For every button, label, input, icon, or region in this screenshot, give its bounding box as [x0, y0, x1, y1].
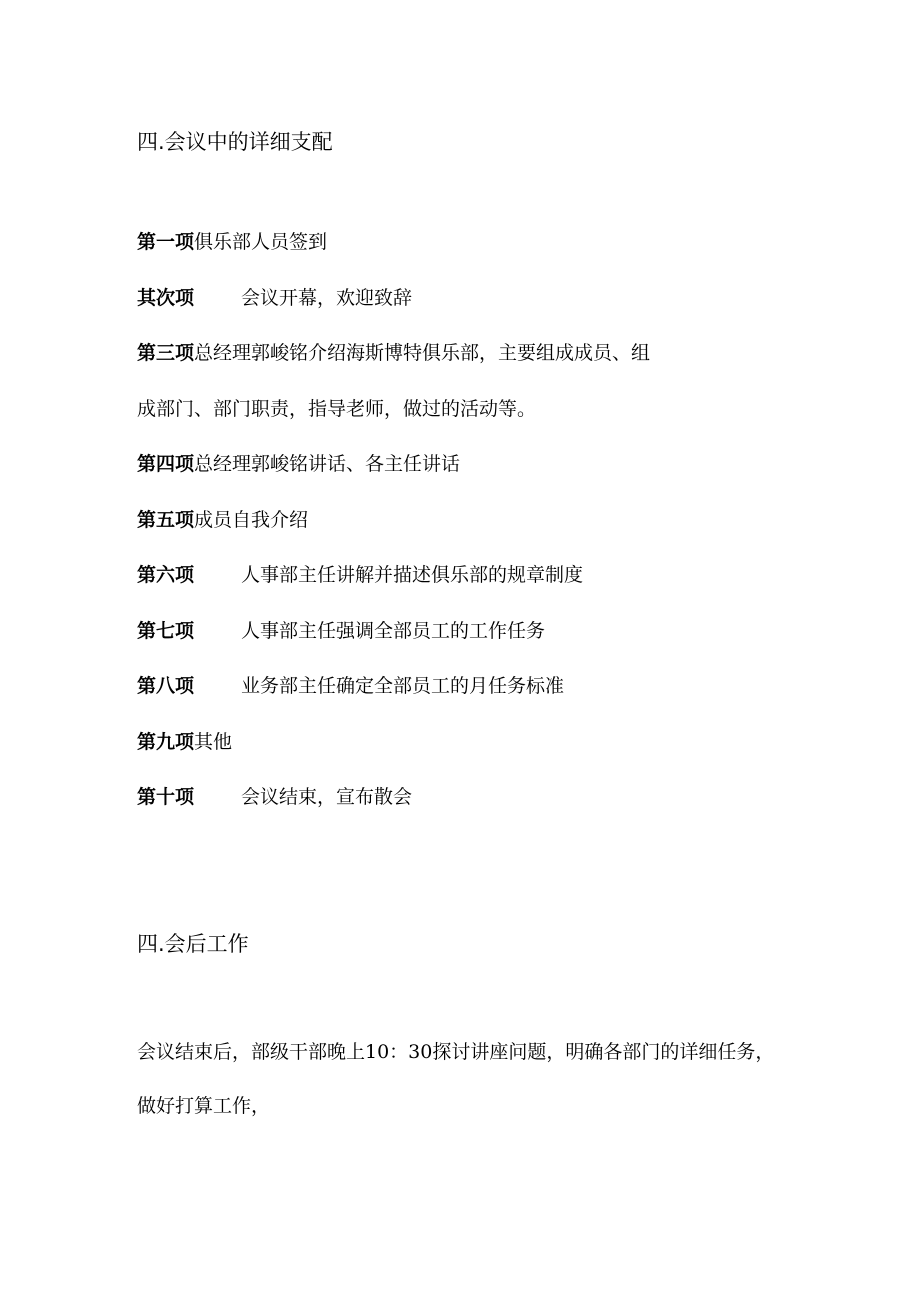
agenda-item-3	[137, 339, 837, 423]
agenda-item-7	[137, 617, 837, 645]
agenda-item-label: 第七项	[137, 619, 195, 642]
agenda-item-text: 总经理郭峻铭讲话、各主任讲话	[194, 453, 461, 475]
agenda-item-2	[137, 284, 837, 312]
agenda-item-text: 会议开幕，欢迎致辞	[241, 286, 413, 309]
agenda-item-6	[137, 561, 837, 589]
agenda-item-text: 总经理郭峻铭介绍海斯博特俱乐部，主要组成成员、组	[194, 342, 651, 364]
agenda-item-4	[137, 450, 837, 478]
agenda-item-text: 其他	[194, 730, 233, 753]
agenda-item-text: 人事部主任讲解并描述俱乐部的规章制度	[241, 564, 584, 586]
agenda-item-label: 第五项	[137, 508, 195, 531]
agenda-item-label: 第三项	[137, 342, 195, 364]
section-heading-after-meeting: 四.会后工作	[137, 932, 249, 956]
agenda-item-label: 第九项	[137, 730, 195, 753]
agenda-list	[137, 228, 837, 839]
agenda-item-10	[137, 783, 837, 811]
agenda-item-label: 第六项	[137, 564, 195, 586]
agenda-item-label: 第十项	[137, 786, 195, 808]
agenda-item-text: 成员自我介绍	[194, 508, 309, 531]
agenda-item-5	[137, 506, 837, 534]
agenda-item-label: 第一项	[137, 231, 195, 253]
agenda-item-text-continued: 成部门、部门职责，指导老师，做过的活动等。	[137, 397, 537, 420]
agenda-item-text: 人事部主任强调全部员工的工作任务	[241, 619, 546, 642]
agenda-item-1	[137, 228, 837, 256]
agenda-item-label: 其次项	[137, 286, 195, 309]
agenda-item-label: 第四项	[137, 453, 195, 475]
agenda-item-label: 第八项	[137, 675, 195, 697]
after-meeting-paragraph: 会议结束后，部级干部晚上10：30探讨讲座问题，明确各部门的详细任务，做好打算工作，	[137, 1041, 775, 1117]
agenda-item-text: 俱乐部人员签到	[194, 231, 328, 253]
agenda-item-text: 会议结束，宣布散会	[241, 786, 413, 808]
agenda-item-text: 业务部主任确定全部员工的月任务标准	[241, 675, 565, 697]
agenda-item-8	[137, 672, 837, 700]
section-heading-meeting-arrangement: 四.会议中的详细支配	[137, 130, 333, 154]
agenda-item-9	[137, 728, 837, 756]
